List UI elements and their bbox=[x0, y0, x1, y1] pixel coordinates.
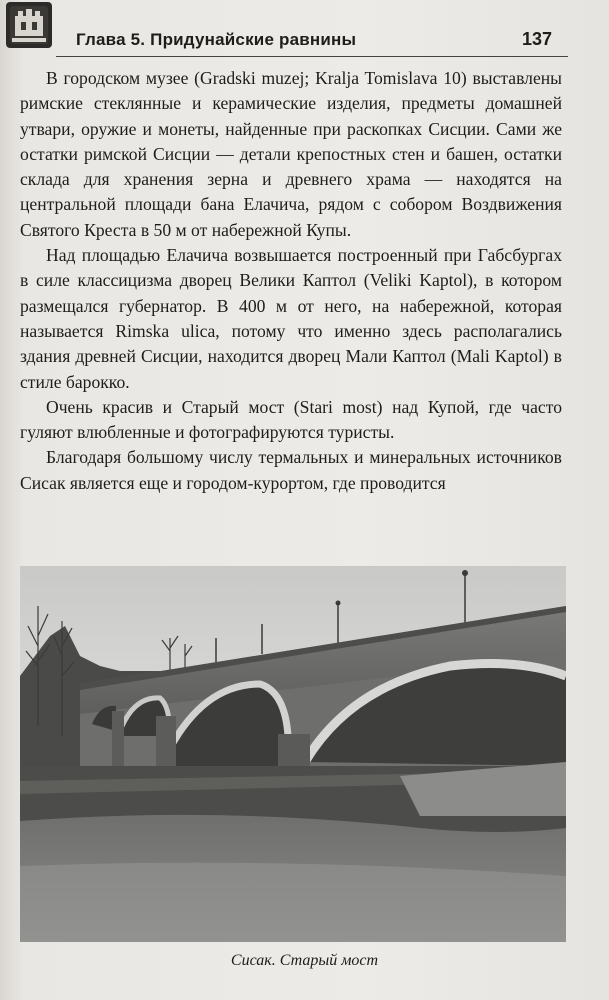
header-divider bbox=[56, 56, 568, 57]
body-text bbox=[20, 66, 562, 496]
paragraph: В городском музее (Gradski muzej; Kralja Tomislava 10) выставлены римские стеклянные и керамические изделия, предметы домашней утвари, оружие и монеты, найденные при раскопках Сисции. Сами же остатки римской Сисции — детали крепостных стен и башен, остатки склада для хранения зерна и древнего храма — находятся на центральной площади бана Елачича, рядом с собором Воздвижения Святого Креста в 50 м от набережной Купы. bbox=[20, 68, 562, 240]
chapter-emblem-icon bbox=[6, 2, 52, 48]
paragraph: Очень красив и Старый мост (Stari most) над Купой, где часто гуляют влюбленные и фотографируются туристы. bbox=[20, 396, 562, 443]
page-number: 137 bbox=[522, 29, 553, 49]
bridge-photo bbox=[20, 566, 566, 942]
chapter-title: Глава 5. Придунайские равнины bbox=[76, 30, 357, 49]
paragraph: Над площадью Елачича возвышается построенный при Габсбургах в силе классицизма дворец Велики Каптол (Veliki Kaptol), в котором размещался губернатор. В 400 м от него, на набережной, которая называется Rimska ulica, потому что именно здесь располагались здания древней Сисции, находится дворец Мали Каптол (Mali Kaptol) в стиле барокко. bbox=[20, 245, 562, 392]
figure-caption: Сисак. Старый мост bbox=[230, 952, 379, 969]
paragraph: Благодаря большому числу термальных и минеральных источников Сисак является еще и городом-курортом, где проводится bbox=[20, 447, 562, 493]
